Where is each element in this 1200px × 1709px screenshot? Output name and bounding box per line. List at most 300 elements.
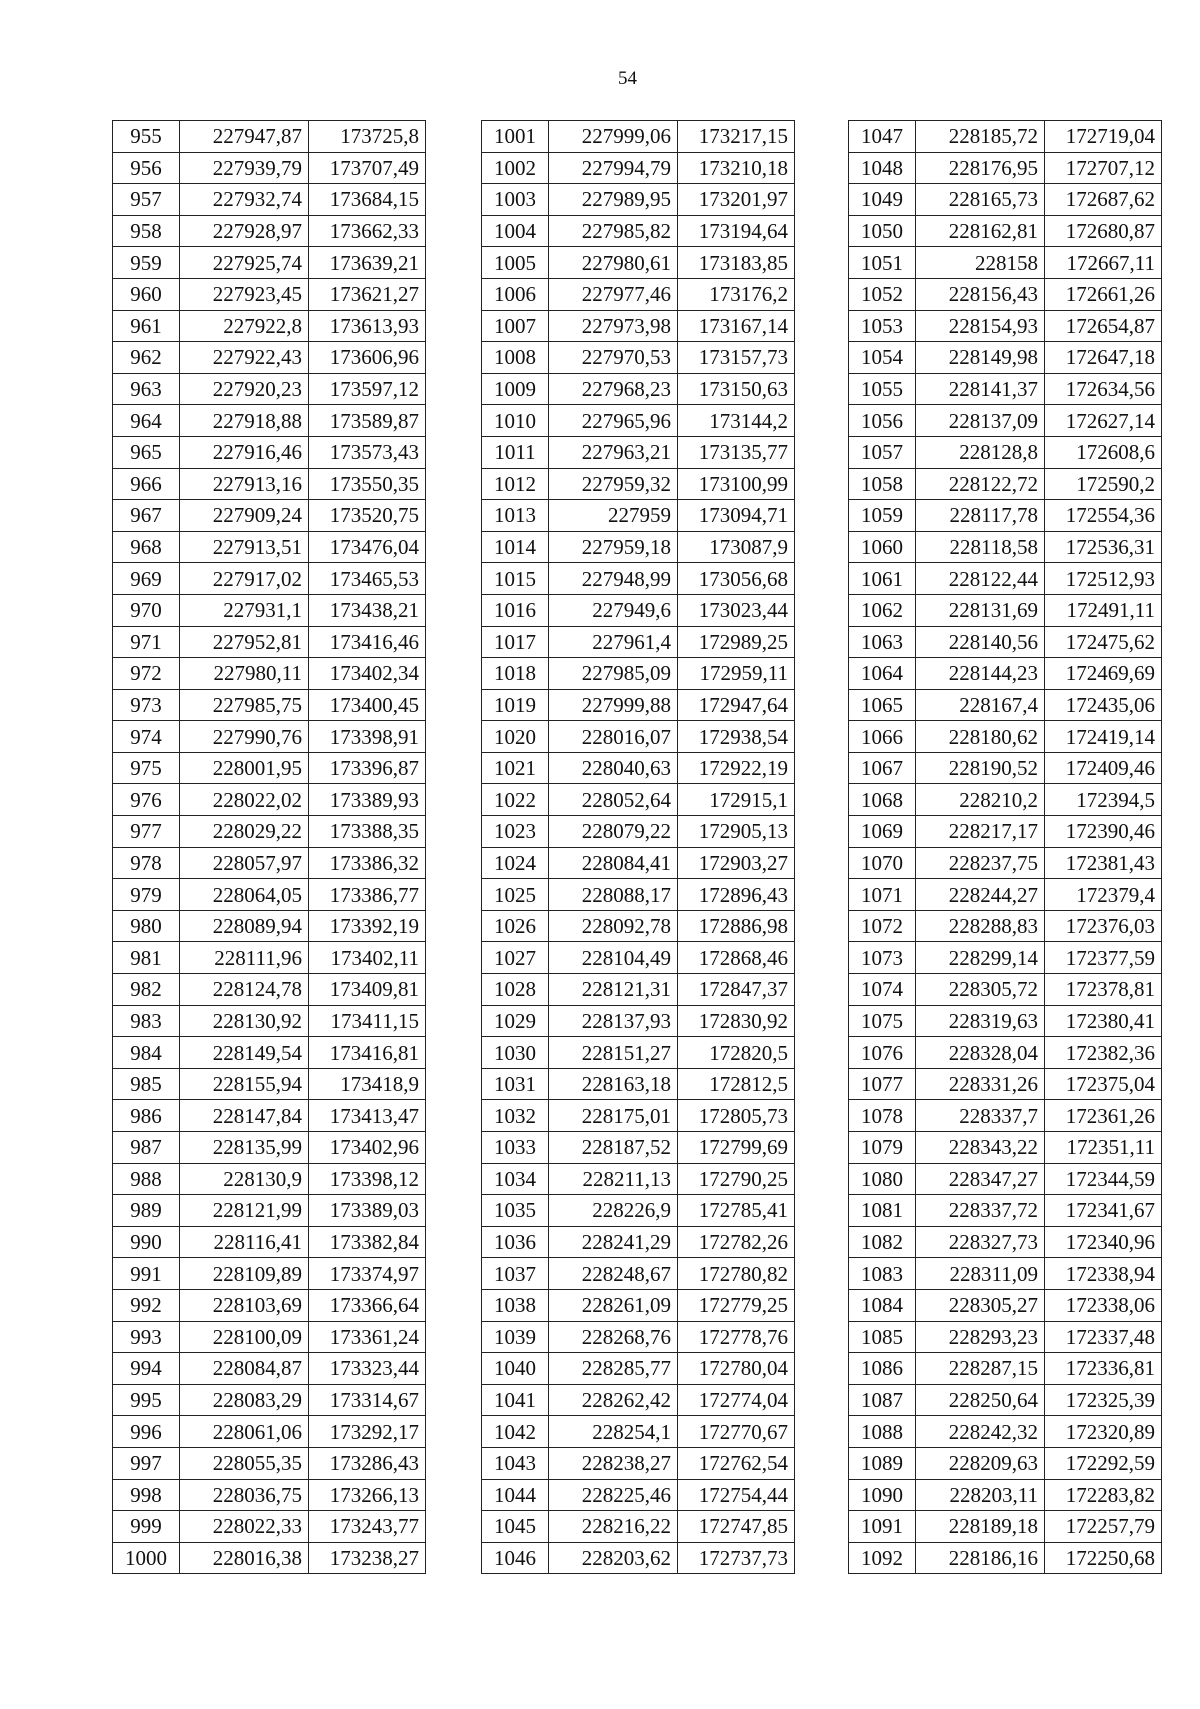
point-number-cell: 964 <box>113 405 180 437</box>
x-coordinate-cell: 228141,37 <box>916 373 1045 405</box>
table-row <box>849 1447 1162 1479</box>
x-coordinate-cell: 228331,26 <box>916 1068 1045 1100</box>
x-coordinate-cell: 228337,72 <box>916 1195 1045 1227</box>
point-number-cell: 1057 <box>849 436 916 468</box>
x-coordinate-cell: 228131,69 <box>916 594 1045 626</box>
x-coordinate-cell: 228241,29 <box>549 1226 678 1258</box>
x-coordinate-cell: 228084,41 <box>549 847 678 879</box>
point-number-cell: 988 <box>113 1163 180 1195</box>
table-row <box>113 1353 426 1385</box>
point-number-cell: 1030 <box>482 1037 549 1069</box>
x-coordinate-cell: 228022,33 <box>180 1511 309 1543</box>
table-row <box>849 1163 1162 1195</box>
table-row <box>113 436 426 468</box>
y-coordinate-cell: 173144,2 <box>678 405 795 437</box>
point-number-cell: 1089 <box>849 1447 916 1479</box>
x-coordinate-cell: 228190,52 <box>916 752 1045 784</box>
point-number-cell: 1076 <box>849 1037 916 1069</box>
y-coordinate-cell: 172394,5 <box>1045 784 1162 816</box>
x-coordinate-cell: 228254,1 <box>549 1416 678 1448</box>
point-number-cell: 1018 <box>482 658 549 690</box>
x-coordinate-cell: 228337,7 <box>916 1100 1045 1132</box>
point-number-cell: 1052 <box>849 278 916 310</box>
point-number-cell: 1054 <box>849 342 916 374</box>
x-coordinate-cell: 227968,23 <box>549 373 678 405</box>
x-coordinate-cell: 228287,15 <box>916 1353 1045 1385</box>
point-number-cell: 1073 <box>849 942 916 974</box>
y-coordinate-cell: 172812,5 <box>678 1068 795 1100</box>
table-row <box>113 1195 426 1227</box>
point-number-cell: 1084 <box>849 1289 916 1321</box>
y-coordinate-cell: 172989,25 <box>678 626 795 658</box>
x-coordinate-cell: 227985,75 <box>180 689 309 721</box>
table-row <box>113 1511 426 1543</box>
table-row <box>482 468 795 500</box>
table-row <box>113 1163 426 1195</box>
point-number-cell: 1072 <box>849 910 916 942</box>
table-row <box>849 1258 1162 1290</box>
table-row <box>482 563 795 595</box>
point-number-cell: 990 <box>113 1226 180 1258</box>
y-coordinate-cell: 173621,27 <box>309 278 426 310</box>
point-number-cell: 991 <box>113 1258 180 1290</box>
point-number-cell: 1026 <box>482 910 549 942</box>
y-coordinate-cell: 173465,53 <box>309 563 426 595</box>
table-row <box>113 752 426 784</box>
table-row <box>482 1258 795 1290</box>
x-coordinate-cell: 228121,99 <box>180 1195 309 1227</box>
y-coordinate-cell: 173183,85 <box>678 247 795 279</box>
x-coordinate-cell: 228084,87 <box>180 1353 309 1385</box>
y-coordinate-cell: 172896,43 <box>678 879 795 911</box>
table-row <box>482 1353 795 1385</box>
x-coordinate-cell: 228089,94 <box>180 910 309 942</box>
y-coordinate-cell: 173366,64 <box>309 1289 426 1321</box>
x-coordinate-cell: 228237,75 <box>916 847 1045 879</box>
table-row <box>482 121 795 153</box>
y-coordinate-cell: 172737,73 <box>678 1542 795 1574</box>
y-coordinate-cell: 173176,2 <box>678 278 795 310</box>
table-row <box>113 1447 426 1479</box>
point-number-cell: 989 <box>113 1195 180 1227</box>
table-row <box>849 405 1162 437</box>
table-row <box>849 1321 1162 1353</box>
y-coordinate-cell: 173725,8 <box>309 121 426 153</box>
table-row <box>849 563 1162 595</box>
y-coordinate-cell: 172382,36 <box>1045 1037 1162 1069</box>
point-number-cell: 959 <box>113 247 180 279</box>
table-row <box>482 1100 795 1132</box>
point-number-cell: 1050 <box>849 215 916 247</box>
x-coordinate-cell: 228147,84 <box>180 1100 309 1132</box>
y-coordinate-cell: 173023,44 <box>678 594 795 626</box>
y-coordinate-cell: 172379,4 <box>1045 879 1162 911</box>
table-row <box>482 1037 795 1069</box>
point-number-cell: 1031 <box>482 1068 549 1100</box>
x-coordinate-cell: 228203,62 <box>549 1542 678 1574</box>
point-number-cell: 966 <box>113 468 180 500</box>
point-number-cell: 1069 <box>849 816 916 848</box>
table-row <box>849 152 1162 184</box>
y-coordinate-cell: 172344,59 <box>1045 1163 1162 1195</box>
point-number-cell: 996 <box>113 1416 180 1448</box>
point-number-cell: 1029 <box>482 1005 549 1037</box>
table-row <box>482 1511 795 1543</box>
y-coordinate-cell: 173606,96 <box>309 342 426 374</box>
point-number-cell: 1063 <box>849 626 916 658</box>
x-coordinate-cell: 228109,89 <box>180 1258 309 1290</box>
x-coordinate-cell: 227947,87 <box>180 121 309 153</box>
coordinates-table-2 <box>481 120 795 1574</box>
x-coordinate-cell: 228305,72 <box>916 974 1045 1006</box>
y-coordinate-cell: 173100,99 <box>678 468 795 500</box>
point-number-cell: 983 <box>113 1005 180 1037</box>
x-coordinate-cell: 228155,94 <box>180 1068 309 1100</box>
point-number-cell: 1005 <box>482 247 549 279</box>
y-coordinate-cell: 173402,34 <box>309 658 426 690</box>
x-coordinate-cell: 228244,27 <box>916 879 1045 911</box>
table-row <box>849 1416 1162 1448</box>
x-coordinate-cell: 228343,22 <box>916 1132 1045 1164</box>
page-number: 54 <box>618 68 637 89</box>
x-coordinate-cell: 227913,16 <box>180 468 309 500</box>
y-coordinate-cell: 173201,97 <box>678 184 795 216</box>
point-number-cell: 1062 <box>849 594 916 626</box>
table-row <box>849 910 1162 942</box>
x-coordinate-cell: 227959 <box>549 500 678 532</box>
table-row <box>113 215 426 247</box>
point-number-cell: 979 <box>113 879 180 911</box>
table-row <box>113 784 426 816</box>
table-row <box>849 436 1162 468</box>
y-coordinate-cell: 172377,59 <box>1045 942 1162 974</box>
x-coordinate-cell: 228055,35 <box>180 1447 309 1479</box>
point-number-cell: 1006 <box>482 278 549 310</box>
x-coordinate-cell: 228118,58 <box>916 531 1045 563</box>
y-coordinate-cell: 172654,87 <box>1045 310 1162 342</box>
x-coordinate-cell: 228180,62 <box>916 721 1045 753</box>
x-coordinate-cell: 227973,98 <box>549 310 678 342</box>
y-coordinate-cell: 172336,81 <box>1045 1353 1162 1385</box>
point-number-cell: 1082 <box>849 1226 916 1258</box>
point-number-cell: 1077 <box>849 1068 916 1100</box>
x-coordinate-cell: 228052,64 <box>549 784 678 816</box>
y-coordinate-cell: 172409,46 <box>1045 752 1162 784</box>
y-coordinate-cell: 173382,84 <box>309 1226 426 1258</box>
point-number-cell: 1010 <box>482 405 549 437</box>
point-number-cell: 1079 <box>849 1132 916 1164</box>
x-coordinate-cell: 228154,93 <box>916 310 1045 342</box>
point-number-cell: 973 <box>113 689 180 721</box>
x-coordinate-cell: 228121,31 <box>549 974 678 1006</box>
x-coordinate-cell: 227999,06 <box>549 121 678 153</box>
x-coordinate-cell: 228261,09 <box>549 1289 678 1321</box>
table-row <box>482 1321 795 1353</box>
point-number-cell: 1065 <box>849 689 916 721</box>
table-row <box>849 1132 1162 1164</box>
point-number-cell: 1049 <box>849 184 916 216</box>
y-coordinate-cell: 172608,6 <box>1045 436 1162 468</box>
point-number-cell: 1028 <box>482 974 549 1006</box>
y-coordinate-cell: 172325,39 <box>1045 1384 1162 1416</box>
table-row <box>849 1511 1162 1543</box>
table-row <box>113 1479 426 1511</box>
point-number-cell: 1090 <box>849 1479 916 1511</box>
x-coordinate-cell: 227990,76 <box>180 721 309 753</box>
x-coordinate-cell: 228175,01 <box>549 1100 678 1132</box>
x-coordinate-cell: 228262,42 <box>549 1384 678 1416</box>
table-row <box>113 1132 426 1164</box>
table-row <box>849 1005 1162 1037</box>
y-coordinate-cell: 172435,06 <box>1045 689 1162 721</box>
point-number-cell: 1048 <box>849 152 916 184</box>
x-coordinate-cell: 227916,46 <box>180 436 309 468</box>
x-coordinate-cell: 227922,43 <box>180 342 309 374</box>
table-row <box>482 310 795 342</box>
y-coordinate-cell: 173386,32 <box>309 847 426 879</box>
y-coordinate-cell: 173707,49 <box>309 152 426 184</box>
table-row <box>849 184 1162 216</box>
y-coordinate-cell: 173413,47 <box>309 1100 426 1132</box>
y-coordinate-cell: 173087,9 <box>678 531 795 563</box>
table-row <box>113 1289 426 1321</box>
point-number-cell: 956 <box>113 152 180 184</box>
x-coordinate-cell: 228140,56 <box>916 626 1045 658</box>
point-number-cell: 999 <box>113 1511 180 1543</box>
table-row <box>113 121 426 153</box>
point-number-cell: 1015 <box>482 563 549 595</box>
point-number-cell: 1055 <box>849 373 916 405</box>
table-row <box>482 1479 795 1511</box>
point-number-cell: 1061 <box>849 563 916 595</box>
table-row <box>849 1542 1162 1574</box>
x-coordinate-cell: 228022,02 <box>180 784 309 816</box>
x-coordinate-cell: 228128,8 <box>916 436 1045 468</box>
point-number-cell: 1058 <box>849 468 916 500</box>
table-row <box>482 1542 795 1574</box>
point-number-cell: 1086 <box>849 1353 916 1385</box>
y-coordinate-cell: 173550,35 <box>309 468 426 500</box>
table-row <box>849 879 1162 911</box>
x-coordinate-cell: 227931,1 <box>180 594 309 626</box>
y-coordinate-cell: 173597,12 <box>309 373 426 405</box>
y-coordinate-cell: 172868,46 <box>678 942 795 974</box>
point-number-cell: 982 <box>113 974 180 1006</box>
y-coordinate-cell: 172292,59 <box>1045 1447 1162 1479</box>
point-number-cell: 977 <box>113 816 180 848</box>
point-number-cell: 1032 <box>482 1100 549 1132</box>
point-number-cell: 994 <box>113 1353 180 1385</box>
table-row <box>113 468 426 500</box>
point-number-cell: 1021 <box>482 752 549 784</box>
point-number-cell: 1007 <box>482 310 549 342</box>
table-row <box>482 1226 795 1258</box>
point-number-cell: 986 <box>113 1100 180 1132</box>
x-coordinate-cell: 228211,13 <box>549 1163 678 1195</box>
point-number-cell: 1067 <box>849 752 916 784</box>
table-row <box>113 658 426 690</box>
x-coordinate-cell: 228216,22 <box>549 1511 678 1543</box>
x-coordinate-cell: 228225,46 <box>549 1479 678 1511</box>
y-coordinate-cell: 172820,5 <box>678 1037 795 1069</box>
point-number-cell: 972 <box>113 658 180 690</box>
table-row <box>113 310 426 342</box>
point-number-cell: 1083 <box>849 1258 916 1290</box>
coordinates-table-3 <box>848 120 1162 1574</box>
table-row <box>482 910 795 942</box>
y-coordinate-cell: 172785,41 <box>678 1195 795 1227</box>
point-number-cell: 998 <box>113 1479 180 1511</box>
table-row <box>113 1068 426 1100</box>
point-number-cell: 1091 <box>849 1511 916 1543</box>
point-number-cell: 1075 <box>849 1005 916 1037</box>
y-coordinate-cell: 172661,26 <box>1045 278 1162 310</box>
y-coordinate-cell: 173402,96 <box>309 1132 426 1164</box>
point-number-cell: 1020 <box>482 721 549 753</box>
y-coordinate-cell: 172762,54 <box>678 1447 795 1479</box>
y-coordinate-cell: 172320,89 <box>1045 1416 1162 1448</box>
y-coordinate-cell: 172491,11 <box>1045 594 1162 626</box>
y-coordinate-cell: 173135,77 <box>678 436 795 468</box>
point-number-cell: 980 <box>113 910 180 942</box>
point-number-cell: 992 <box>113 1289 180 1321</box>
x-coordinate-cell: 227909,24 <box>180 500 309 532</box>
table-row <box>482 658 795 690</box>
table-row <box>482 278 795 310</box>
y-coordinate-cell: 173292,17 <box>309 1416 426 1448</box>
point-number-cell: 995 <box>113 1384 180 1416</box>
table-row <box>113 974 426 1006</box>
y-coordinate-cell: 172390,46 <box>1045 816 1162 848</box>
x-coordinate-cell: 227980,61 <box>549 247 678 279</box>
y-coordinate-cell: 173613,93 <box>309 310 426 342</box>
x-coordinate-cell: 228061,06 <box>180 1416 309 1448</box>
table-row <box>482 689 795 721</box>
point-number-cell: 958 <box>113 215 180 247</box>
table-row <box>849 500 1162 532</box>
table-row <box>849 942 1162 974</box>
y-coordinate-cell: 172780,82 <box>678 1258 795 1290</box>
y-coordinate-cell: 172341,67 <box>1045 1195 1162 1227</box>
point-number-cell: 1066 <box>849 721 916 753</box>
y-coordinate-cell: 172774,04 <box>678 1384 795 1416</box>
point-number-cell: 1011 <box>482 436 549 468</box>
x-coordinate-cell: 228209,63 <box>916 1447 1045 1479</box>
x-coordinate-cell: 228151,27 <box>549 1037 678 1069</box>
point-number-cell: 1002 <box>482 152 549 184</box>
table-row <box>113 563 426 595</box>
y-coordinate-cell: 172938,54 <box>678 721 795 753</box>
point-number-cell: 1092 <box>849 1542 916 1574</box>
table-row <box>849 215 1162 247</box>
y-coordinate-cell: 173402,11 <box>309 942 426 974</box>
x-coordinate-cell: 227963,21 <box>549 436 678 468</box>
y-coordinate-cell: 173389,93 <box>309 784 426 816</box>
table-row <box>482 184 795 216</box>
point-number-cell: 976 <box>113 784 180 816</box>
table-row <box>849 1289 1162 1321</box>
table-row <box>482 1289 795 1321</box>
point-number-cell: 1074 <box>849 974 916 1006</box>
point-number-cell: 1085 <box>849 1321 916 1353</box>
y-coordinate-cell: 173194,64 <box>678 215 795 247</box>
table-row <box>849 531 1162 563</box>
x-coordinate-cell: 228079,22 <box>549 816 678 848</box>
x-coordinate-cell: 227985,82 <box>549 215 678 247</box>
y-coordinate-cell: 172647,18 <box>1045 342 1162 374</box>
point-number-cell: 1043 <box>482 1447 549 1479</box>
x-coordinate-cell: 227985,09 <box>549 658 678 690</box>
table-row <box>849 342 1162 374</box>
table-row <box>113 1416 426 1448</box>
y-coordinate-cell: 173266,13 <box>309 1479 426 1511</box>
table-row <box>849 247 1162 279</box>
y-coordinate-cell: 172779,25 <box>678 1289 795 1321</box>
x-coordinate-cell: 228347,27 <box>916 1163 1045 1195</box>
table-row <box>849 658 1162 690</box>
table-row <box>113 1100 426 1132</box>
x-coordinate-cell: 227925,74 <box>180 247 309 279</box>
y-coordinate-cell: 172915,1 <box>678 784 795 816</box>
point-number-cell: 1016 <box>482 594 549 626</box>
y-coordinate-cell: 173392,19 <box>309 910 426 942</box>
point-number-cell: 962 <box>113 342 180 374</box>
point-number-cell: 1051 <box>849 247 916 279</box>
table-row <box>113 152 426 184</box>
x-coordinate-cell: 228167,4 <box>916 689 1045 721</box>
y-coordinate-cell: 173476,04 <box>309 531 426 563</box>
x-coordinate-cell: 228016,38 <box>180 1542 309 1574</box>
table-row <box>482 1384 795 1416</box>
table-row <box>113 247 426 279</box>
table-row <box>849 1068 1162 1100</box>
table-row <box>849 1479 1162 1511</box>
x-coordinate-cell: 227952,81 <box>180 626 309 658</box>
point-number-cell: 1038 <box>482 1289 549 1321</box>
y-coordinate-cell: 173438,21 <box>309 594 426 626</box>
x-coordinate-cell: 228036,75 <box>180 1479 309 1511</box>
y-coordinate-cell: 172680,87 <box>1045 215 1162 247</box>
y-coordinate-cell: 173323,44 <box>309 1353 426 1385</box>
table-row <box>482 500 795 532</box>
table-row <box>482 1195 795 1227</box>
table-row <box>482 1068 795 1100</box>
y-coordinate-cell: 172380,41 <box>1045 1005 1162 1037</box>
y-coordinate-cell: 172707,12 <box>1045 152 1162 184</box>
point-number-cell: 985 <box>113 1068 180 1100</box>
x-coordinate-cell: 228285,77 <box>549 1353 678 1385</box>
y-coordinate-cell: 172790,25 <box>678 1163 795 1195</box>
point-number-cell: 967 <box>113 500 180 532</box>
point-number-cell: 968 <box>113 531 180 563</box>
coordinates-table-1 <box>112 120 426 1574</box>
table-row <box>849 1353 1162 1385</box>
y-coordinate-cell: 173157,73 <box>678 342 795 374</box>
y-coordinate-cell: 173409,81 <box>309 974 426 1006</box>
y-coordinate-cell: 172780,04 <box>678 1353 795 1385</box>
x-coordinate-cell: 228299,14 <box>916 942 1045 974</box>
point-number-cell: 1056 <box>849 405 916 437</box>
x-coordinate-cell: 228137,09 <box>916 405 1045 437</box>
x-coordinate-cell: 228016,07 <box>549 721 678 753</box>
y-coordinate-cell: 172257,79 <box>1045 1511 1162 1543</box>
table-row <box>849 1037 1162 1069</box>
table-row <box>482 342 795 374</box>
x-coordinate-cell: 228248,67 <box>549 1258 678 1290</box>
point-number-cell: 1046 <box>482 1542 549 1574</box>
y-coordinate-cell: 173314,67 <box>309 1384 426 1416</box>
x-coordinate-cell: 228100,09 <box>180 1321 309 1353</box>
